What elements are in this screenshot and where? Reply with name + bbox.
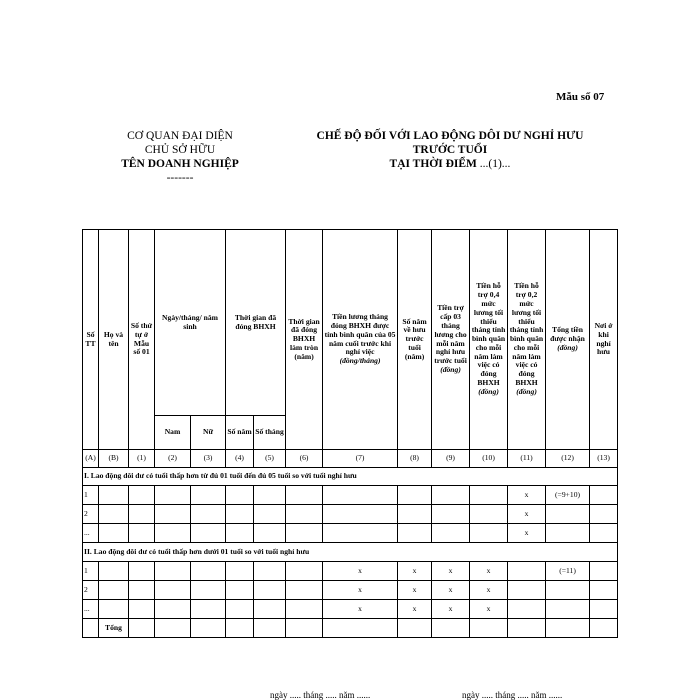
table-row — [83, 505, 618, 524]
cell-c12 — [546, 600, 590, 619]
cell-c9 — [432, 524, 470, 543]
header-support04-text: Tiền hỗ trợ 0,4 mức lương tối thiểu tháng tính bình quân cho mỗi năm làm việc có đóng BHXH — [471, 281, 506, 388]
cell-c9: x — [432, 600, 470, 619]
header-allow3-unit: (đồng) — [440, 364, 461, 374]
col-code: (1) — [129, 450, 155, 468]
cell-c7: x — [323, 600, 398, 619]
cell-c12 — [546, 505, 590, 524]
table-row — [83, 600, 618, 619]
cell-c8: x — [398, 562, 432, 581]
cell-c10 — [470, 524, 508, 543]
document-title — [280, 129, 620, 171]
header-total-unit: (đồng) — [557, 342, 578, 352]
table-row — [83, 581, 618, 600]
total-label: Tổng — [99, 619, 129, 638]
cell-c11 — [508, 562, 546, 581]
row-number: 2 — [83, 581, 99, 600]
cell-c8 — [398, 486, 432, 505]
cell-c10 — [470, 486, 508, 505]
column-code-row — [83, 450, 618, 468]
cell-c8 — [398, 505, 432, 524]
cell-c9: x — [432, 581, 470, 600]
col-code: (12) — [546, 450, 590, 468]
col-code: (6) — [286, 450, 323, 468]
agency-header — [100, 129, 260, 185]
cell-c7 — [323, 524, 398, 543]
enterprise-name: TÊN DOANH NGHIỆP — [121, 158, 239, 170]
table-row — [83, 486, 618, 505]
header-salary-text: Tiền lương tháng đóng BHXH được tính bình quân của 05 năm cuối trước khi nghỉ việc — [324, 312, 396, 357]
header-female: Nữ — [191, 416, 226, 450]
cell-c9: x — [432, 562, 470, 581]
header-support02-text: Tiền hỗ trợ 0,2 mức lương tối thiểu tháng tính bình quân cho mỗi năm làm việc có đóng BHXH — [509, 281, 544, 388]
header-support04-unit: (đồng) — [478, 386, 499, 396]
col-code: (A) — [83, 450, 99, 468]
cell-c12: (=11) — [546, 562, 590, 581]
header-years: Số năm — [226, 416, 254, 450]
cell-c12 — [546, 524, 590, 543]
header-residence: Nơi ở khi nghỉ hưu — [590, 230, 618, 450]
cell-c7: x — [323, 581, 398, 600]
col-code: (13) — [590, 450, 618, 468]
header-total-text: Tổng tiền được nhận — [550, 325, 585, 344]
col-code: (10) — [470, 450, 508, 468]
cell-c10: x — [470, 562, 508, 581]
cell-c11 — [508, 600, 546, 619]
table-row — [83, 524, 618, 543]
row-number: 1 — [83, 486, 99, 505]
cell-c8 — [398, 524, 432, 543]
cell-c11 — [508, 581, 546, 600]
section-1-title: I. Lao động dôi dư có tuổi thấp hơn từ đủ 01 tuổi đến đủ 05 tuổi so với tuổi nghỉ hưu — [83, 468, 618, 486]
header-name: Họ và tên — [99, 230, 129, 450]
row-number: 1 — [83, 562, 99, 581]
header-salary-unit: (đồng/tháng) — [339, 356, 381, 366]
header-allow3-text: Tiền trợ cấp 03 tháng lương cho mỗi năm nghỉ hưu trước tuổi — [434, 303, 467, 366]
form-number: Mẫu số 07 — [556, 91, 605, 103]
col-code: (8) — [398, 450, 432, 468]
date-right: ngày ..... tháng ..... năm ...... — [462, 690, 563, 700]
col-code: (11) — [508, 450, 546, 468]
title-line-3-suffix: ...(1)... — [479, 158, 511, 170]
col-code: (5) — [254, 450, 286, 468]
title-line-1: CHẾ ĐỘ ĐỐI VỚI LAO ĐỘNG DÔI DƯ NGHỈ HƯU — [316, 130, 584, 142]
total-row — [83, 619, 618, 638]
header-seq: Số thứ tự ở Mẫu số 01 — [129, 230, 155, 450]
col-code: (4) — [226, 450, 254, 468]
retirement-table — [82, 229, 618, 638]
cell-c8: x — [398, 600, 432, 619]
cell-c9 — [432, 505, 470, 524]
date-left: ngày ..... tháng ..... năm ...... — [270, 690, 371, 700]
header-support02 — [508, 230, 546, 450]
title-line-2: TRƯỚC TUỔI — [412, 144, 488, 156]
col-code: (9) — [432, 450, 470, 468]
header-months: Số tháng — [254, 416, 286, 450]
table-row — [83, 562, 618, 581]
header-dob: Ngày/tháng/ năm sinh — [155, 230, 226, 416]
agency-line-2: CHỦ SỞ HỮU — [144, 144, 216, 156]
cell-c7 — [323, 486, 398, 505]
row-number: ... — [83, 524, 99, 543]
cell-c10: x — [470, 581, 508, 600]
header-years-early: Số năm về hưu trước tuổi (năm) — [398, 230, 432, 450]
cell-c11: x — [508, 524, 546, 543]
title-line-3-prefix: TẠI THỜI ĐIỂM — [389, 158, 480, 170]
col-code: (3) — [191, 450, 226, 468]
section-2-title: II. Lao động dôi dư có tuổi thấp hơn dưới 01 tuổi so với tuổi nghỉ hưu — [83, 543, 618, 562]
row-number: ... — [83, 600, 99, 619]
header-salary — [323, 230, 398, 450]
col-code: (2) — [155, 450, 191, 468]
cell-c8: x — [398, 581, 432, 600]
header-bhxh-rounded: Thời gian đã đóng BHXH làm tròn (năm) — [286, 230, 323, 450]
cell-c9 — [432, 486, 470, 505]
cell-c10 — [470, 505, 508, 524]
header-bhxh-time: Thời gian đã đóng BHXH — [226, 230, 286, 416]
col-code: (7) — [323, 450, 398, 468]
header-support02-unit: (đồng) — [516, 386, 537, 396]
row-number: 2 — [83, 505, 99, 524]
agency-separator: ------- — [166, 172, 194, 184]
header-male: Nam — [155, 416, 191, 450]
header-support04 — [470, 230, 508, 450]
cell-c12 — [546, 581, 590, 600]
title-line-3 — [280, 157, 620, 171]
cell-c7 — [323, 505, 398, 524]
cell-c7: x — [323, 562, 398, 581]
cell-c10: x — [470, 600, 508, 619]
agency-line-1: CƠ QUAN ĐẠI DIỆN — [127, 130, 233, 142]
cell-c12: (=9+10) — [546, 486, 590, 505]
col-code: (B) — [99, 450, 129, 468]
header-stt: Số TT — [83, 230, 99, 450]
header-total — [546, 230, 590, 450]
cell-c11: x — [508, 505, 546, 524]
header-allow3 — [432, 230, 470, 450]
cell-c11: x — [508, 486, 546, 505]
